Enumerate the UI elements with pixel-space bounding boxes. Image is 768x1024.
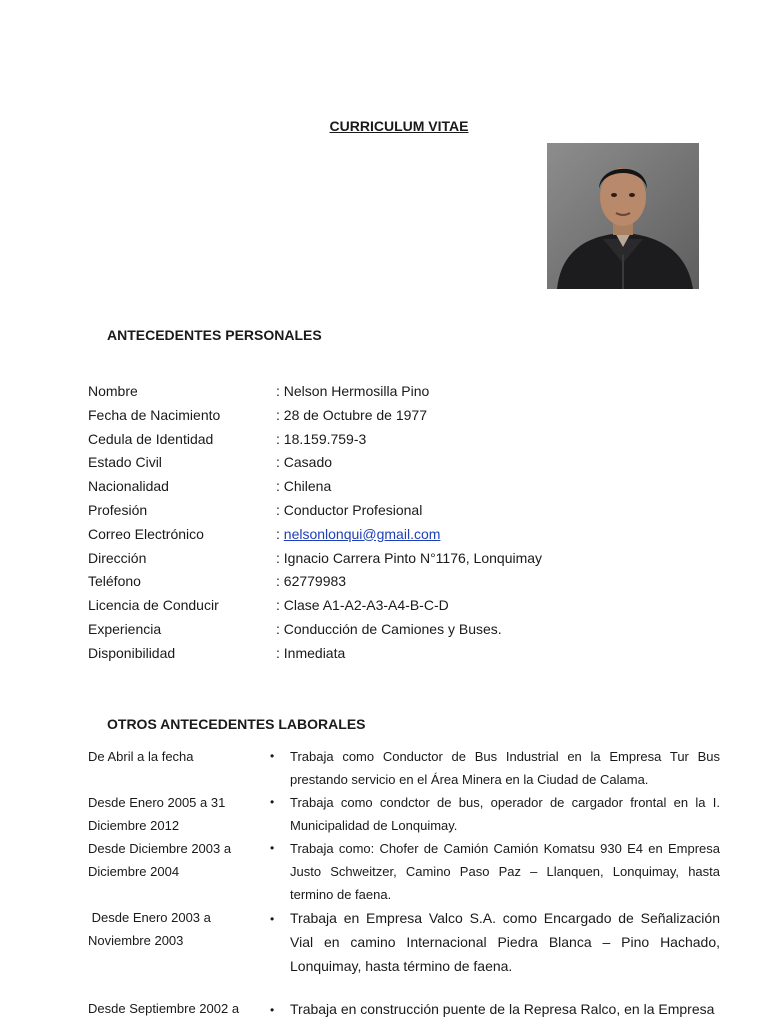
- bullet-icon: •: [270, 1003, 275, 1017]
- detail-label: Fecha de Nacimiento: [88, 406, 221, 423]
- detail-row-email: [88, 523, 608, 547]
- work-description: Trabaja en Empresa Valco S.A. como Encargado de Señalización Vial en camino Internacional Piedra Blanca – Pino Hachado, Lonquimay, hasta término de faena.: [290, 910, 720, 974]
- detail-label: Estado Civil: [88, 454, 162, 471]
- work-item: [88, 745, 720, 791]
- detail-row-birthdate: [88, 404, 608, 428]
- detail-row-license: [88, 594, 608, 618]
- work-item: [88, 906, 720, 982]
- detail-label: Profesión: [88, 501, 148, 518]
- work-date: Desde Diciembre 2003 a Diciembre 2004: [88, 841, 232, 879]
- detail-row-id: [88, 428, 608, 452]
- detail-row-civil-status: [88, 451, 608, 475]
- detail-label: Dirección: [88, 549, 147, 566]
- detail-label: Disponibilidad: [88, 644, 176, 661]
- detail-label: Licencia de Conducir: [88, 597, 219, 614]
- detail-value: [276, 523, 608, 547]
- bullet-icon: •: [270, 841, 275, 855]
- work-item: [88, 837, 720, 906]
- section-heading-personal: ANTECEDENTES PERSONALES: [107, 327, 322, 343]
- detail-row-name: [88, 380, 608, 404]
- bullet-icon: •: [270, 749, 275, 763]
- bullet-icon: •: [270, 912, 275, 926]
- work-item: [88, 791, 720, 837]
- person-portrait-icon: [547, 143, 699, 289]
- detail-label: Correo Electrónico: [88, 525, 204, 542]
- work-date: Desde Enero 2003 a Noviembre 2003: [88, 910, 215, 948]
- detail-row-profession: [88, 499, 608, 523]
- detail-label: Cedula de Identidad: [88, 430, 214, 447]
- work-date: Desde Enero 2005 a 31 Diciembre 2012: [88, 795, 226, 833]
- work-description: Trabaja en construcción puente de la Represa Ralco, en la Empresa: [290, 1001, 715, 1017]
- email-link[interactable]: nelsonlonqui@gmail.com: [283, 525, 441, 542]
- detail-row-experience: [88, 618, 608, 642]
- detail-label: Experiencia: [88, 620, 162, 637]
- detail-row-availability: [88, 642, 608, 666]
- detail-value: : Nelson Hermosilla Pino: [276, 383, 430, 399]
- work-description: Trabaja como condctor de bus, operador de cargador frontal en la I. Municipalidad de Lonquimay.: [290, 795, 720, 833]
- detail-value: : Conducción de Camiones y Buses.: [276, 620, 502, 637]
- email-prefix: :: [276, 525, 284, 542]
- profile-photo: [547, 143, 699, 289]
- document-title: CURRICULUM VITAE: [329, 118, 469, 134]
- work-date: Desde Septiembre 2002 a: [88, 1001, 240, 1016]
- detail-row-nationality: [88, 475, 608, 499]
- detail-label: Nombre: [88, 383, 138, 399]
- detail-value: : 18.159.759-3: [276, 430, 367, 447]
- detail-value: : 28 de Octubre de 1977: [276, 406, 427, 423]
- detail-row-address: [88, 547, 608, 571]
- detail-label: Teléfono: [88, 573, 141, 590]
- detail-value: : Clase A1-A2-A3-A4-B-C-D: [276, 597, 449, 614]
- detail-value: : 62779983: [276, 573, 347, 590]
- work-description: Trabaja como Conductor de Bus Industrial en la Empresa Tur Bus prestando servicio en el Área Minera en la Ciudad de Calama.: [290, 749, 720, 787]
- detail-value: : Ignacio Carrera Pinto N°1176, Lonquimay: [276, 549, 543, 566]
- detail-row-phone: [88, 570, 608, 594]
- detail-label: Nacionalidad: [88, 478, 169, 495]
- work-date: De Abril a la fecha: [88, 749, 194, 764]
- detail-value: : Conductor Profesional: [276, 501, 423, 518]
- detail-value: : Casado: [276, 454, 333, 471]
- section-heading-work: OTROS ANTECEDENTES LABORALES: [107, 716, 366, 732]
- work-description: Trabaja como: Chofer de Camión Camión Komatsu 930 E4 en Empresa Justo Schweitzer, Camino Paso Paz – Llanquen, Lonquimay, hasta termino de faena.: [290, 841, 720, 902]
- work-item: [88, 997, 720, 1024]
- personal-details-list: [88, 380, 608, 666]
- bullet-icon: •: [270, 795, 275, 809]
- detail-value: : Inmediata: [276, 644, 346, 661]
- detail-value: : Chilena: [276, 478, 332, 495]
